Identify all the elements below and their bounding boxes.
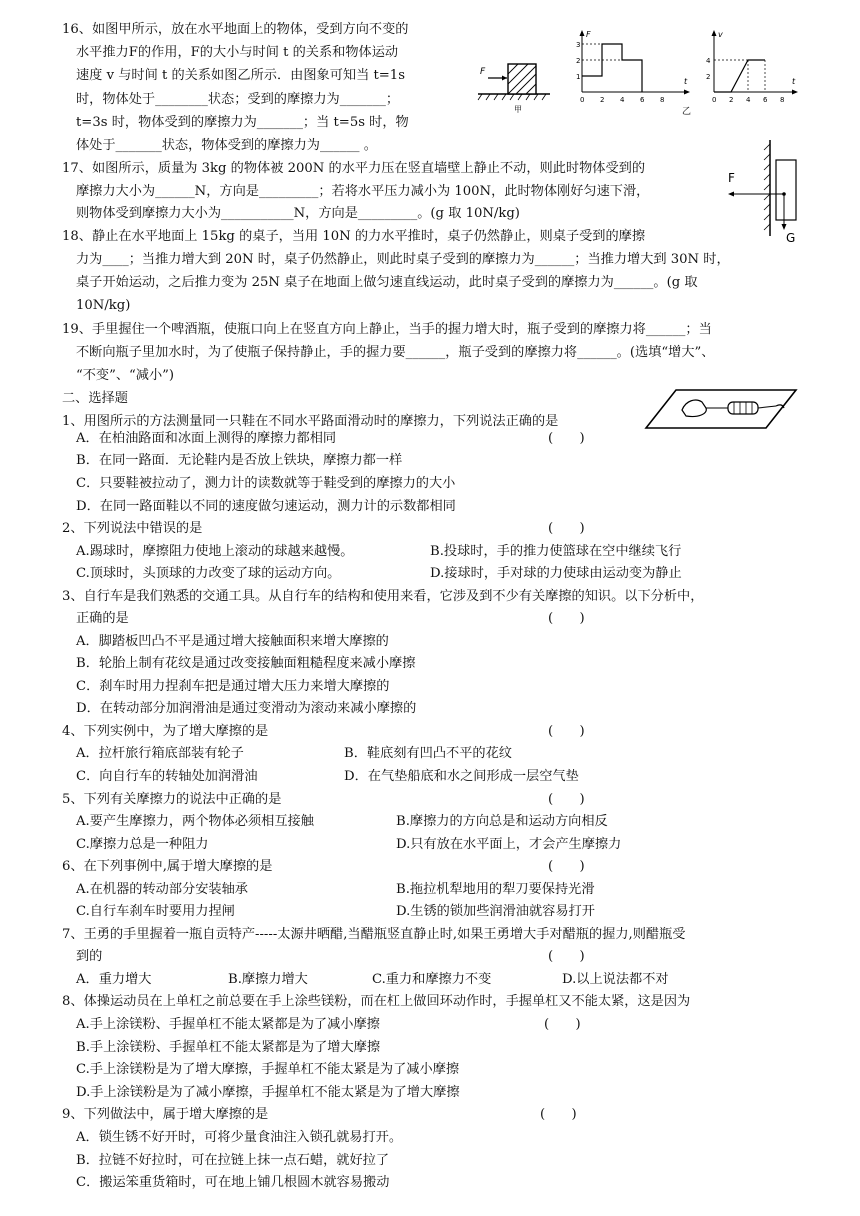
- q17-line-3: 则物体受到摩擦力大小为___________N，方向是_________。(g 取 10N/kg): [76, 206, 520, 221]
- q16-line-6: 体处于_______状态，物体受到的摩擦力为______ 。: [76, 138, 377, 153]
- choice-8-stem: 8、体操运动员在上单杠之前总要在手上涂些镁粉，而在杠上做回环动作时，手握单杠又不能太紧，这是因为: [62, 994, 691, 1009]
- figure-jia-block: [476, 54, 556, 114]
- choice-1-option-a: A．在柏油路面和冰面上测得的摩擦力都相同: [76, 431, 337, 446]
- graph1-xtick: 6: [640, 96, 645, 104]
- choice-6-option-d: D.生锈的锁加些润滑油就容易打开: [396, 904, 595, 919]
- q16-line-3: 速度 v 与时间 t 的关系如图乙所示．由图象可知当 t=1s: [76, 68, 405, 83]
- q18-line-4: 10N/kg): [76, 298, 131, 313]
- q16-line-1: 16、如图甲所示，放在水平地面上的物体，受到方向不变的: [62, 22, 409, 37]
- choice-1-stem: 1、用图所示的方法测量同一只鞋在不同水平路面滑动时的摩擦力，下列说法正确的是: [62, 414, 559, 429]
- graph2-xtick: 0: [712, 96, 717, 104]
- graph1-ylabel: F: [586, 30, 591, 39]
- q19-line-1: 19、手里握住一个啤酒瓶，使瓶口向上在竖直方向上静止，当手的握力增大时，瓶子受到的摩擦力将______；当: [62, 322, 712, 337]
- choice-9-option-c: C．搬运笨重货箱时，可在地上铺几根圆木就容易搬动: [76, 1175, 390, 1190]
- graph1-ytick: 2: [576, 57, 581, 65]
- q19-line-2: 不断向瓶子里加水时，为了使瓶子保持静止，手的握力要______，瓶子受到的摩擦力将______。(选填“增大”、: [76, 345, 715, 360]
- figure-yi-graph-f-t: [576, 28, 694, 104]
- q18-line-1: 18、静止在水平地面上 15kg 的桌子，当用 10N 的力水平推时，桌子仍然静止，则桌子受到的摩擦: [62, 229, 646, 244]
- wall-gravity-label: G: [786, 231, 796, 245]
- q18-line-3: 桌子开始运动，之后推力变为 25N 桌子在地面上做匀速直线运动，此时桌子受到的摩擦力为______。(g 取: [76, 275, 698, 290]
- choice-5-paren: ( ): [548, 792, 585, 807]
- choice-3-stem-2: 正确的是: [76, 611, 129, 626]
- choice-4-option-c: C．向自行车的转轴处加润滑油: [76, 769, 258, 784]
- choice-7-option-a: A．重力增大: [76, 972, 152, 987]
- choice-3-stem-1: 3、自行车是我们熟悉的交通工具。从自行车的结构和使用来看，它涉及到不少有关摩擦的知识。以下分析中，: [62, 589, 704, 604]
- choice-8-option-a: A.手上涂镁粉、手握单杠不能太紧都是为了减小摩擦: [76, 1017, 380, 1032]
- choice-4-option-d: D．在气垫船底和水之间形成一层空气垫: [344, 769, 579, 784]
- q18-line-2: 力为____；当推力增大到 20N 时，桌子仍然静止，则此时桌子受到的摩擦力为______；当推力增大到 30N 时，: [76, 252, 730, 267]
- choice-4-stem: 4、下列实例中，为了增大摩擦的是: [62, 724, 269, 739]
- choice-8-option-b: B.手上涂镁粉、手握单杠不能太紧都是为了增大摩擦: [76, 1040, 381, 1055]
- graph1-xtick: 0: [580, 96, 585, 104]
- q17-line-2: 摩擦力大小为______N，方向是_________；若将水平压力减小为 100N，此时物体刚好匀速下滑，: [76, 184, 650, 199]
- graph1-xlabel: t: [684, 77, 688, 86]
- choice-5-option-a: A.要产生摩擦力，两个物体必须相互接触: [76, 814, 314, 829]
- choice-3-option-d: D．在转动部分加润滑油是通过变滑动为滚动来减小摩擦的: [76, 701, 417, 716]
- figure-wall-block: [720, 136, 816, 248]
- choice-4-option-a: A．拉杆旅行箱底部装有轮子: [76, 746, 244, 761]
- choice-3-option-c: C．刹车时用力捏刹车把是通过增大压力来增大摩擦的: [76, 679, 390, 694]
- choice-3-option-a: A．脚踏板凹凸不平是通过增大接触面积来增大摩擦的: [76, 634, 389, 649]
- choice-2-option-a: A.踢球时，摩擦阻力使地上滚动的球越来越慢。: [76, 544, 354, 559]
- figure-yi-label: 乙: [682, 107, 692, 117]
- choice-6-stem: 6、在下列事例中,属于增大摩擦的是: [62, 859, 273, 874]
- graph1-ytick: 1: [576, 73, 581, 81]
- choice-9-paren: ( ): [540, 1107, 577, 1122]
- choice-6-option-c: C.自行车刹车时要用力捏闸: [76, 904, 235, 919]
- graph2-xlabel: t: [792, 77, 796, 86]
- choice-8-option-c: C.手上涂镁粉是为了增大摩擦，手握单杠不能太紧是为了减小摩擦: [76, 1062, 460, 1077]
- graph1-xtick: 8: [660, 96, 665, 104]
- choice-3-paren: ( ): [548, 611, 585, 626]
- choice-5-stem: 5、下列有关摩擦力的说法中正确的是: [62, 792, 282, 807]
- graph1-xtick: 4: [620, 96, 625, 104]
- choice-7-option-c: C.重力和摩擦力不变: [372, 972, 492, 987]
- figure-shoe-spring-scale: [636, 384, 804, 436]
- choice-1-option-d: D．在同一路面鞋以不同的速度做匀速运动，测力计的示数都相同: [76, 499, 456, 514]
- choice-5-option-d: D.只有放在水平面上，才会产生摩擦力: [396, 837, 622, 852]
- q16-line-4: 时，物体处于________状态；受到的摩擦力为_______；: [76, 92, 400, 107]
- graph2-xtick: 6: [763, 96, 768, 104]
- choice-7-option-d: D.以上说法都不对: [562, 972, 669, 987]
- graph2-xtick: 4: [746, 96, 751, 104]
- choice-7-paren: ( ): [548, 949, 585, 964]
- choice-1-option-b: B．在同一路面．无论鞋内是否放上铁块，摩擦力都一样: [76, 453, 403, 468]
- figure-yi-graph-v-t: [702, 28, 802, 104]
- graph2-xtick: 2: [729, 96, 734, 104]
- choice-5-option-c: C.摩擦力总是一种阻力: [76, 837, 209, 852]
- q17-line-1: 17、如图所示，质量为 3kg 的物体被 200N 的水平力压在竖直墙壁上静止不动，则此时物体受到的: [62, 161, 646, 176]
- graph2-xtick: 8: [780, 96, 785, 104]
- choice-6-paren: ( ): [548, 859, 585, 874]
- choice-2-option-d: D.接球时，手对球的力使球由运动变为静止: [430, 566, 682, 581]
- choice-2-stem: 2、下列说法中错误的是: [62, 521, 203, 536]
- choice-2-option-c: C.顶球时，头顶球的力改变了球的运动方向。: [76, 566, 341, 581]
- choice-8-paren: ( ): [544, 1017, 581, 1032]
- graph2-ytick: 2: [706, 73, 711, 81]
- q16-line-5: t=3s 时，物体受到的摩擦力为_______；当 t=5s 时，物: [76, 115, 409, 130]
- force-label: F: [480, 67, 486, 77]
- choice-3-option-b: B．轮胎上制有花纹是通过改变接触面粗糙程度来减小摩擦: [76, 656, 416, 671]
- choice-4-option-b: B．鞋底刻有凹凸不平的花纹: [344, 746, 512, 761]
- graph1-ytick: 3: [576, 41, 581, 49]
- choice-6-option-a: A.在机器的转动部分安装轴承: [76, 882, 248, 897]
- graph2-ylabel: v: [718, 30, 723, 39]
- choice-7-stem-1: 7、王勇的手里握着一瓶自贡特产-----太源井晒醋,当醋瓶竖直静止时,如果王勇增大手对醋瓶的握力,则醋瓶受: [62, 927, 686, 942]
- choice-9-option-b: B．拉链不好拉时，可在拉链上抹一点石蜡，就好拉了: [76, 1153, 390, 1168]
- choice-4-paren: ( ): [548, 724, 585, 739]
- wall-force-label: F: [728, 171, 735, 185]
- choice-8-option-d: D.手上涂镁粉是为了减小摩擦，手握单杠不能太紧是为了增大摩擦: [76, 1085, 460, 1100]
- choice-1-paren: ( ): [548, 431, 585, 446]
- q16-line-2: 水平推力F的作用，F的大小与时间 t 的关系和物体运动: [76, 45, 399, 60]
- choice-2-option-b: B.投球时，手的推力使篮球在空中继续飞行: [430, 544, 682, 559]
- choice-7-stem-2: 到的: [76, 949, 103, 964]
- choice-9-option-a: A．锁生锈不好开时，可将少量食油注入锁孔就易打开。: [76, 1130, 403, 1145]
- graph1-xtick: 2: [600, 96, 605, 104]
- choice-7-option-b: B.摩擦力增大: [228, 972, 308, 987]
- choice-1-option-c: C．只要鞋被拉动了，测力计的读数就等于鞋受到的摩擦力的大小: [76, 476, 456, 491]
- choice-2-paren: ( ): [548, 521, 585, 536]
- choice-6-option-b: B.拖拉机犁地用的犁刀要保持光滑: [396, 882, 595, 897]
- choice-9-stem: 9、下列做法中，属于增大摩擦的是: [62, 1107, 269, 1122]
- graph2-ytick: 4: [706, 57, 711, 65]
- section-title-choice: 二、选择题: [62, 391, 128, 406]
- figure-jia-label: 甲: [514, 105, 522, 114]
- q19-line-3: “不变”、“减小”): [76, 368, 175, 383]
- choice-5-option-b: B.摩擦力的方向总是和运动方向相反: [396, 814, 608, 829]
